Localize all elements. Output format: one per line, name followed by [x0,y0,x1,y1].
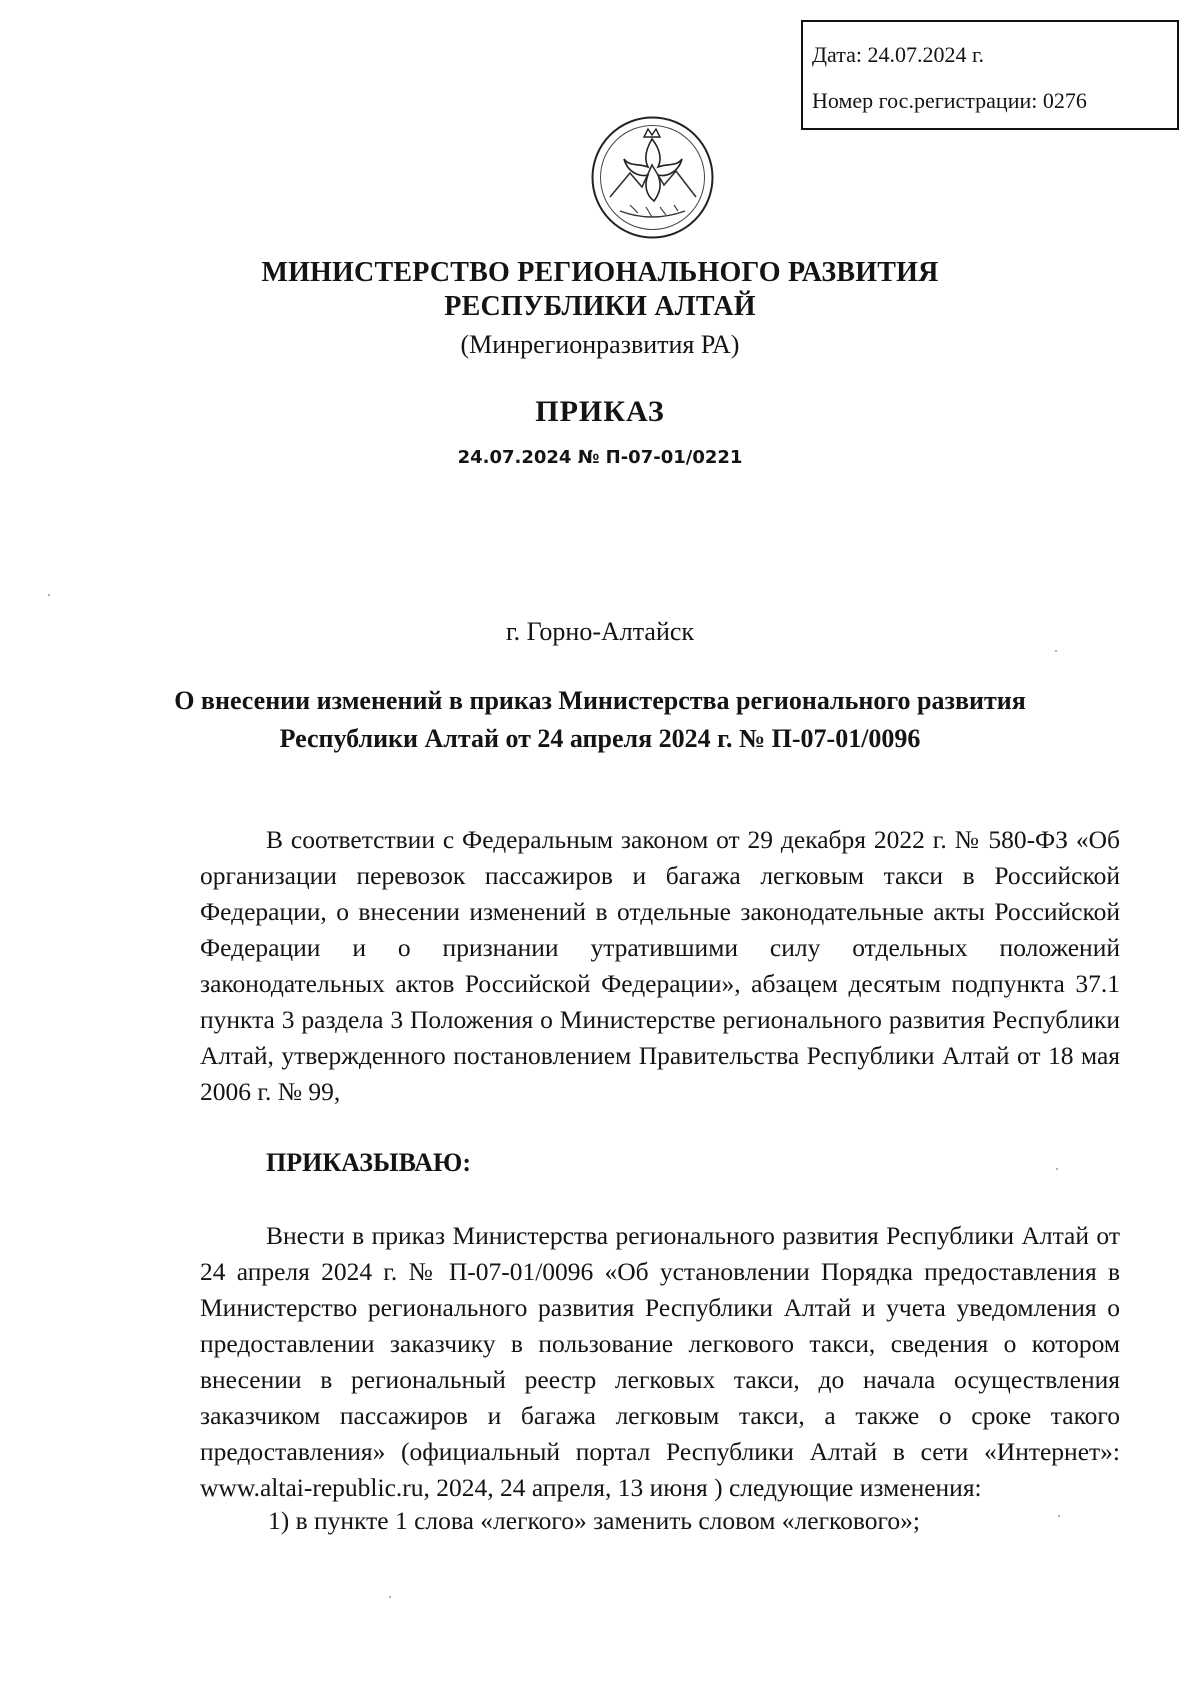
registration-date-value: : 24.07.2024 г. [855,42,985,67]
order-heading: ПРИКАЗЫВАЮ: [266,1148,471,1177]
coat-of-arms-emblem-icon [590,115,715,240]
registration-number [812,88,1087,114]
registration-date-label: Дата [812,42,856,67]
document-subject [0,682,1200,758]
scan-speck [1055,650,1057,652]
ministry-short-name: (Минрегионразвития РА) [460,330,740,359]
subject-line1: О внесении изменений в приказ Министерства регионального развития [174,686,1026,715]
ministry-name-line1: МИНИСТЕРСТВО РЕГИОНАЛЬНОГО РАЗВИТИЯ [261,257,939,288]
registration-stamp [801,20,1179,130]
preamble-paragraph: В соответствии с Федеральным законом от 29 декабря 2022 г. № 580-ФЗ «Об организации перевозок пассажиров и багажа легковым такси в Российской Федерации, о внесении изменений в отдельные законодательные акты Российской Федерации и о признании утратившими силу отдельных положений законодательных актов Российской Федерации», абзацем десятым подпункта 37.1 пункта 3 раздела 3 Положения о Министерстве регионального развития Республики Алтай, утвержденного постановлением Правительства Республики Алтай от 18 мая 2006 г. № 99, [200,825,1120,1106]
scan-speck [48,594,50,596]
main-paragraph: Внести в приказ Министерства регионального развития Республики Алтай от 24 апреля 2024 г. № П-07-01/0096 «Об установлении Порядка предоставления в Министерство регионального развития Республики Алтай и учета уведомления о предоставлении заказчику в пользование легкового такси, сведения о котором внесении в региональный реестр легковых такси, до начала осуществления заказчиком пассажиров и багажа легковым такси, а также о сроке такого предоставления» (официальный портал Республики Алтай в сети «Интернет»: www.altai-republic.ru, 2024, 24 апреля, 13 июня ) следующие изменения: [200,1221,1120,1502]
subject-line2: Республики Алтай от 24 апреля 2024 г. № П-07-01/0096 [279,724,921,753]
registration-number-value: : 0276 [1031,88,1087,113]
registration-date [812,42,984,68]
document-number: 24.07.2024 № П-07-01/0221 [457,447,743,468]
scan-speck [389,1596,391,1598]
scan-speck [1056,1168,1058,1170]
document-type: ПРИКАЗ [535,395,665,428]
ministry-name-line2: РЕСПУБЛИКИ АЛТАЙ [444,291,756,322]
ministry-name [0,256,1200,324]
registration-number-label: Номер гос.регистрации [812,88,1032,113]
scan-speck [1058,1515,1060,1517]
document-city: г. Горно-Алтайск [505,617,695,646]
list-item: 1) в пункте 1 слова «легкого» заменить словом «легкового»; [268,1506,920,1535]
